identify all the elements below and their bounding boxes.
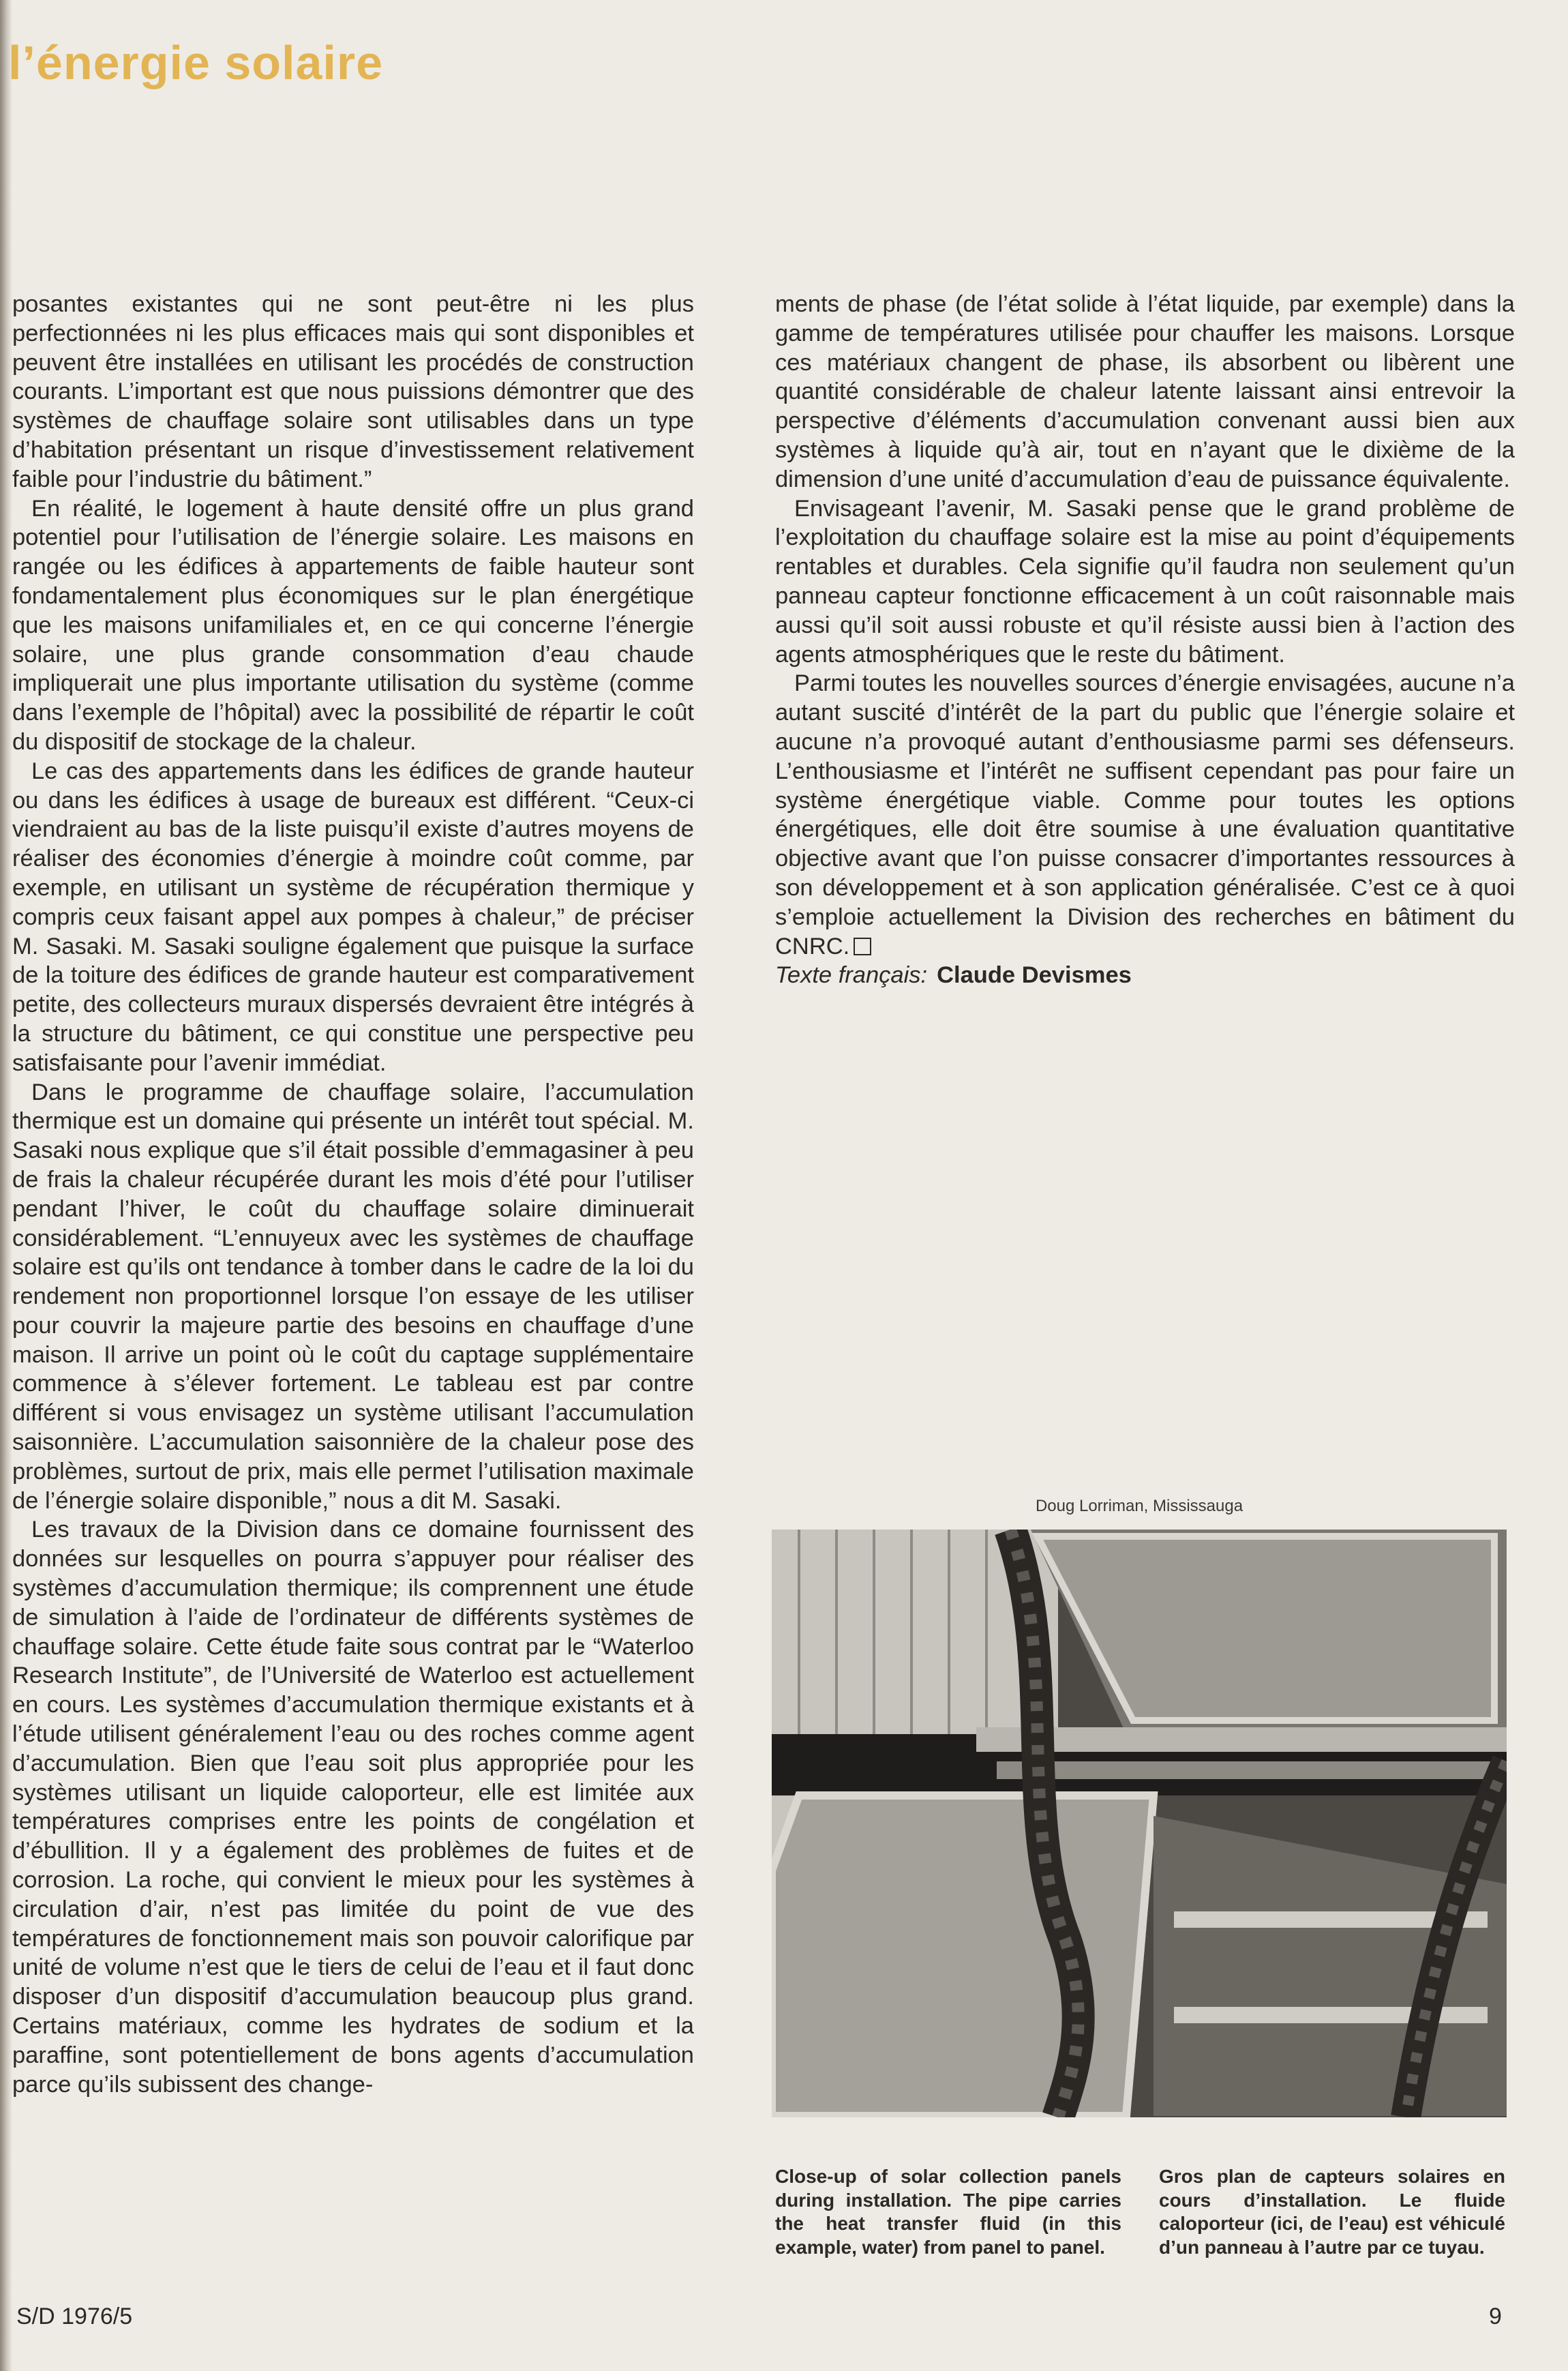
photo-caption-french: Gros plan de capteurs solaires en cours d’installation. Le fluide caloporteur (ici, de l’eau) est véhiculé d’un panneau à l’autre par ce tuyau.	[1159, 2166, 1505, 2258]
translation-credit	[775, 961, 1515, 990]
left-text-column	[12, 290, 694, 2099]
page-spine-shadow	[0, 0, 12, 2371]
photo-caption-english: Close-up of solar collection panels during installation. The pipe carries the heat transfer fluid (in this example, water) from panel to panel.	[775, 2166, 1121, 2258]
paragraph: Les travaux de la Division dans ce domaine fournissent des données sur lesquelles on pourra s’appuyer pour réaliser des systèmes d’accumulation thermique; ils comprennent une étude de simulation à l’aide de l’ordinateur de différents systèmes de chauffage solaire. Cette étude faite sous contrat par le “Waterloo Research Institute”, de l’Université de Waterloo est actuellement en cours. Les systèmes d’accumulation thermique existants et à l’étude utilisent généralement l’eau ou des roches comme agent d’accumulation. Bien que l’eau soit plus appropriée pour les systèmes utilisant un liquide caloporteur, elle est limitée aux températures comprises entre les points de congélation et d’ébullition. Il y a également des problèmes de fuites et de corrosion. La roche, qui convient le mieux pour les systèmes à circulation d’air, n’est pas limitée du point de vue des températures de fonctionnement mais son pouvoir calorifique par unité de volume n’est que le tiers de celui de l’eau et il faut donc disposer d’un dispositif d’accumulation beaucoup plus grand. Certains matériaux, comme les hydrates de sodium et la paraffine, sont potentiellement de bons agents d’accumulation parce qu’ils subissent des change-	[12, 1517, 694, 2098]
end-of-article-mark	[854, 938, 871, 955]
paragraph: Le cas des appartements dans les édifices de grande hauteur ou dans les édifices à usage de bureaux est différent. “Ceux-ci viendraient au bas de la liste puisqu’il existe d’autres moyens de réaliser des économies d’énergie à moindre coût comme, par exemple, en utilisant un système de récupération thermique y compris ceux faisant appel aux pompes à chaleur,” de préciser M. Sasaki. M. Sasaki souligne également que puisque la surface de la toiture des édifices de grande hauteur est comparativement petite, des collecteurs muraux dispersés devraient être intégrés à la structure du bâtiment, ce qui constitue une perspective peu satisfaisante pour l’avenir immédiat.	[12, 758, 694, 1076]
page-number: 9	[1489, 2303, 1502, 2329]
paragraph: Envisageant l’avenir, M. Sasaki pense que le grand problème de l’exploitation du chauffage solaire est la mise au point d’équipements rentables et durables. Cela signifie qu’il faudra non seulement qu’un panneau capteur fonctionne efficacement à un coût raisonnable mais aussi qu’il soit aussi robuste et qu’il résiste aussi bien à l’action des agents atmosphériques que le reste du bâtiment.	[775, 495, 1515, 668]
translation-label: Texte français:	[775, 962, 928, 989]
paragraph: ments de phase (de l’état solide à l’état liquide, par exemple) dans la gamme de températures utilisée pour chauffer les maisons. Lorsque ces matériaux changent de phase, ils absorbent ou libèrent une quantité considérable de chaleur latente laissant ainsi entrevoir la perspective d’éléments d’accumulation convenant aussi bien aux systèmes à liquide qu’à air, tout en n’ayant que le dixième de la dimension d’une unité d’accumulation d’eau de puissance équivalente.	[775, 291, 1515, 492]
translator-name: Claude Devismes	[937, 962, 1132, 989]
solar-panels-photo	[772, 1530, 1507, 2117]
paragraph: En réalité, le logement à haute densité offre un plus grand potentiel pour l’utilisation de l’énergie solaire. Les maisons en rangée ou les édifices à appartements de faible hauteur sont fondamentalement plus économiques sur le plan énergétique que les maisons unifamiliales et, en ce qui concerne l’énergie solaire, une plus grande consommation d’eau chaude impliquerait une plus importante utilisation du système (comme dans l’exemple de l’hôpital) avec la possibilité de répartir le coût du dispositif de stockage de la chaleur.	[12, 495, 694, 755]
section-title: l’énergie solaire	[8, 36, 384, 89]
paragraph	[775, 669, 1515, 961]
paragraph: Dans le programme de chauffage solaire, l’accumulation thermique est un domaine qui présente un intérêt tout spécial. M. Sasaki nous explique que s’il était possible d’emmagasiner à peu de frais la chaleur récupérée durant les mois d’été pour l’utiliser pendant l’hiver, le coût du chauffage solaire diminuerait considérablement. “L’ennuyeux avec les systèmes de chauffage solaire est qu’ils ont tendance à tomber dans le cadre de la loi du rendement non proportionnel lorsque l’on essaye de les utiliser pour couvrir la majeure partie des besoins en chauffage d’une maison. Il arrive un point où le coût du captage supplémentaire commence à s’élever fortement. Le tableau est par contre différent si vous envisagez un système utilisant l’accumulation saisonnière. L’accumulation saisonnière de la chaleur pose des problèmes, surtout de prix, mais elle permet l’utilisation maximale de l’énergie solaire disponible,” nous a dit M. Sasaki.	[12, 1079, 694, 1514]
paragraph: posantes existantes qui ne sont peut-être ni les plus perfectionnées ni les plus efficaces mais qui sont disponibles et peuvent être installées en utilisant les procédés de construction courants. L’important est que nous puissions démontrer que des systèmes de chauffage solaire sont utilisables dans un type d’habitation présentant un risque d’investissement relativement faible pour l’industrie du bâtiment.”	[12, 291, 694, 492]
issue-reference: S/D 1976/5	[16, 2303, 133, 2329]
photo-credit: Doug Lorriman, Mississauga	[1035, 1497, 1243, 1515]
paragraph-text: Parmi toutes les nouvelles sources d’énergie envisagées, aucune n’a autant suscité d’intérêt de la part du public que l’énergie solaire et aucune n’a provoqué autant d’enthousiasme parmi ses défenseurs. L’enthousiasme et l’intérêt ne suffisent cependant pas pour faire un système énergétique viable. Comme pour toutes les options énergétiques, elle doit être soumise à une évaluation quantitative objective avant que l’on puisse consacrer d’importantes ressources à son développement et à son application généralisée. C’est ce à quoi s’emploie actuellement la Division des recherches en bâtiment du CNRC.	[775, 670, 1515, 959]
right-text-column	[775, 290, 1515, 990]
